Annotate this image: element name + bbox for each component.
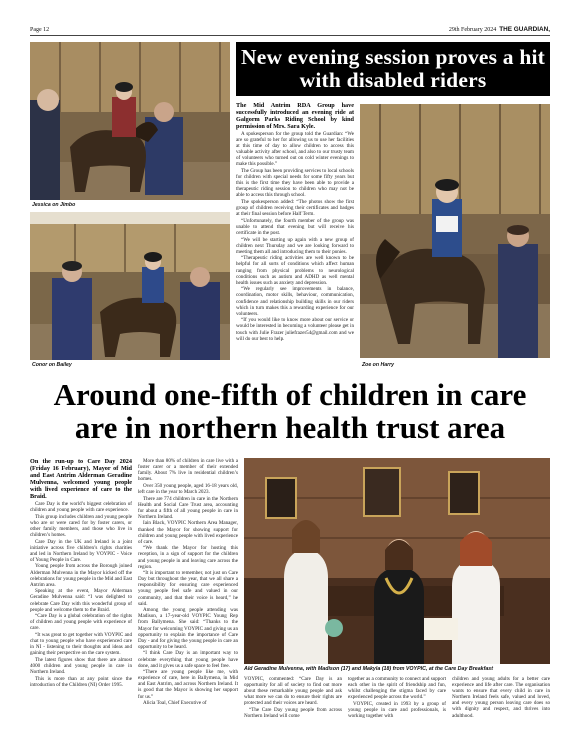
caption-care-day: Ald Geradine Mulvenna, with Madison (17) and Makyla (18) from VOYPIC, at the Care Day Breakfast [244,666,494,672]
story2-paragraph: “I think Care Day is an important way to celebrate everything that young people have done, and it gives us a safe space to feel free. [138,650,238,669]
story2-paragraph: Young people from across the Borough joined Alderman Mulvenna in the Mayor kicked off the celebrations for young people in the Mid and East Antrim area. [30,563,132,588]
story2-paragraph: Speaking at the event, Mayor Alderman Geradine Mulvenna said: “I was delighted to celebrate Care Day with this wonderful group of people and welcome them to the Braid. [30,588,132,613]
story2-paragraph: Care Day in the UK and Ireland is a joint initiative across five children’s rights charities and led in Northern Ireland by VOYPIC - Voice of Young People in Care. [30,538,132,563]
story1-paragraph: A spokesperson for the group told the Guardian: “We are so grateful to her for allowing us to use her facilities at this time of day to allow children to access this valuable activity after school, and also to our trusty team of volunteers who turned out on cold winter evenings to make this possible.” [236,131,354,168]
caption-jessica: Jessica on Jimbo [32,202,76,208]
story1-paragraph: “Unfortunately, the fourth member of the group was unable to attend that evening but will receive his certificate in the post. [236,217,354,236]
story1-paragraph: “Therapeutic riding activities are well known to be helpful for all sorts of conditions which affect human ranging from physical problems to neurological conditions such as autism and ADHD as well mental health issues such as anxiety and depression. [236,255,354,286]
story2-col-1 [30,458,132,728]
story2-paragraph: Care Day is the world’s biggest celebration of children and young people with care experience. [30,501,132,514]
story1-headline: New evening session proves a hit with disabled riders [236,42,550,96]
page-header [30,24,550,36]
story2-paragraph: This group includes children and young people who are or were cared for by foster carers, or other family members, and those who live in children’s homes. [30,513,132,538]
story2-paragraph: Iain Black, VOYPIC Northern Area Manager, thanked the Mayor for showing support for children and young people with lived experience of care. [138,520,238,545]
story2-paragraph: The latest figures show that there are almost 4000 children and young people in care in Northern Ireland. [30,656,132,676]
story2-paragraph: together as a community to connect and support each other in the spirit of friendship and fun, whilst challenging the stigma faced by care experienced people across the world.” [348,676,446,701]
story2-paragraph: Over 350 young people, aged 16-18 years old, left care in the year to March 2023. [138,482,238,495]
story2-paragraph: “It is important to remember, not just on Care Day but throughout the year, that we all share a responsibility for ensuring care experienced young people feel safe and valued in our community, and that their voice is heard,” he said. [138,570,238,607]
header-right [449,26,550,33]
story2-paragraph: VOYPIC, created in 1993 by a group of young people in care and professionals, is working together with [348,700,446,720]
story2-paragraph: Among the young people attending was Madison, a 17-year-old VOYPIC Young Rep from Ballymena. She said: “Thanks to the Mayor for welcoming VOYPIC and giving us an opportunity to explain the importance of Care Day - and for giving the young people in care an opportunity to be heard. [138,607,238,650]
story2-paragraph: There are 774 children in care in the Northern Health and Social Care Trust area, accounting for about a fifth of all young people in care in Northern Ireland. [138,495,238,520]
story2-col-4 [348,676,446,732]
arena-scene-image [30,42,230,200]
story2-paragraph: More than 80% of children in care live with a foster carer or a member of their extended family. About 7% live in residential children’s homes. [138,458,238,483]
photo-jessica-on-jimbo [30,42,230,200]
photo-care-day-breakfast [244,458,550,664]
story1-paragraph: The spokesperson added: “The photos show the first group of children receiving their certificates and badges at their final session before Half Term. [236,199,354,218]
story1-body [236,102,354,364]
story2-paragraph: “Care Day is a global celebration of the rights of children and young people with experience of care. [30,613,132,632]
story2-paragraph: “The Care Day young people from across Northern Ireland will come [244,706,342,720]
story1-paragraph: “We regularly see improvements in balance, coordination, motor skills, behaviour, communication, confidence and relationship building skills in our riders which in turn makes this a rewarding experience for our volunteers. [236,286,354,317]
story1-paragraph: “We will be starting up again with a new group of children next Thursday and we are looking forward to meeting them all and introducing them to their ponies. [236,236,354,255]
story1-lead: The Mid Antrim RDA Group have successfully introduced an evening ride at Galgorm Parks Riding School by kind permission of Mrs. Sara Kyle. [236,102,354,130]
photo-zoe-on-harry [360,104,550,358]
story2-paragraph: VOYPIC, commented: “Care Day is an opportunity for all of society to find out more about these remarkable young people and ask what more we can do to ensure their rights are protected and their voices are heard. [244,676,342,707]
story2-lead: On the run-up to Care Day 2024 (Friday 16 February), Mayor of Mid and East Antrim Alderman Geradine Mulvenna, welcomed young people with lived experience of care to the Braid. [30,458,132,500]
caption-zoe: Zoe on Harry [362,362,394,368]
photo-conor-on-bailey [30,212,230,360]
story2-paragraph: children and young adults for a better care experience and life after care. The organisation wants to ensure that every child in care in Northern Ireland feels safe, valued and loved, and every young person leaving care does so with dignity and respect, and thrives into adulthood. [452,676,550,719]
page-number: Page 12 [30,26,50,33]
caption-conor: Conor on Bailey [32,362,72,368]
story2-col-5 [452,676,550,732]
story1-paragraph: The Group has been providing services to local schools for children with special needs for some fifty years but this is the first time they have been able to provide a therapeutic riding session to children who may not be able to access this through school. [236,168,354,199]
story1-paragraph: “If you would like to know more about our service or would be interested in becoming a volunteer please get in touch with Julie Frazer juliefrazer54@gmail.com and we will do our best to help. [236,317,354,342]
issue-date: 29th February 2024 [448,27,497,33]
story2-paragraph: “It was great to get together with VOYPIC and chat to young people who have experienced care in NI - listening to their thoughts and ideas and gaining their perspective on the care system. [30,631,132,657]
story2-paragraph: This is more than at any point since the introduction of the Children (NI) Order 1995. [30,675,132,688]
story2-col-2 [138,458,238,728]
reception-scene-image [244,458,550,664]
paper-name: THE GUARDIAN, [499,26,550,33]
arena-scene-image [30,212,230,360]
story2-paragraph: Alicia Toal, Chief Executive of [143,700,207,707]
story2-paragraph: “We thank the Mayor for hosting this reception, in a sign of support for the children and young people in and leaving care across the region. [138,545,238,570]
arena-scene-image [360,104,550,358]
story2-paragraph: “There are young people like me, with experience of care, here in Ballymena, in Mid and East Antrim, and across Northern Ireland. It is good that the Mayor is showing her support for us.” [138,669,238,700]
story2-headline: Around one-fifth of children in care are in northern health trust area [53,377,527,445]
story2-col-3 [244,676,342,732]
